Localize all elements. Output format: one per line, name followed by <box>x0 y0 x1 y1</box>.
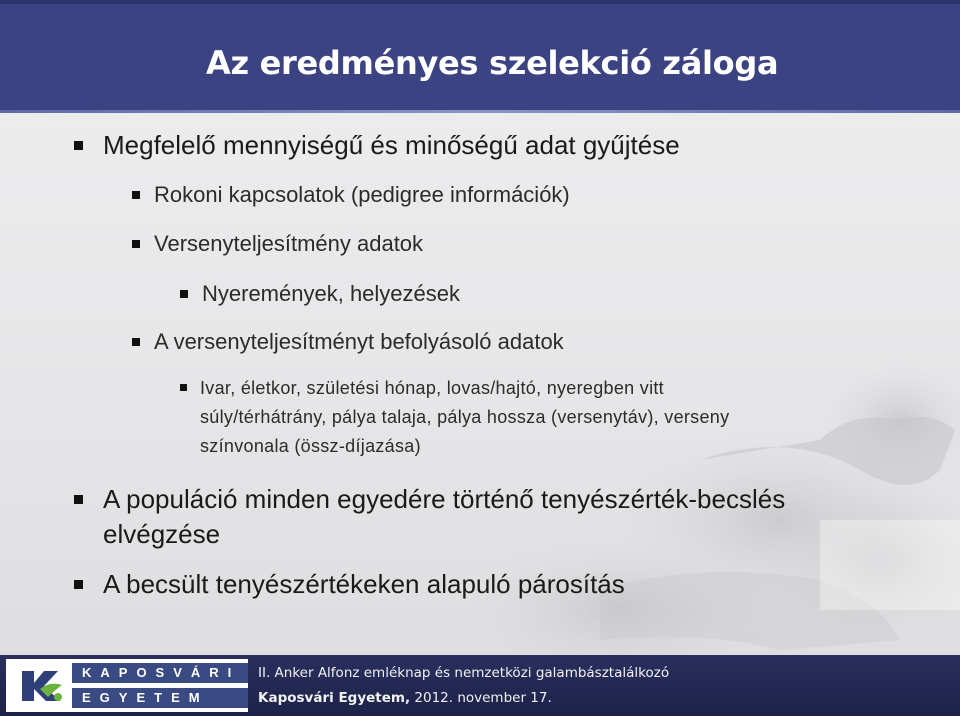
bullet-item <box>74 128 680 163</box>
bullet-text: A versenyteljesítményt befolyásoló adatok <box>154 329 564 354</box>
bullet-text: Versenyteljesítmény adatok <box>154 231 424 256</box>
bullet-item <box>180 374 729 461</box>
bullet-line: színvonala (össz-díjazása) <box>200 436 421 456</box>
bullet-text <box>200 374 729 461</box>
university-logo-mark-icon <box>20 667 64 705</box>
square-bullet-icon <box>132 191 140 199</box>
square-bullet-icon <box>132 338 140 346</box>
bullet-text: Megfelelő mennyiségű és minőségű adat gyűjtése <box>103 130 680 160</box>
logo-text-bottom: EGYETEM <box>72 688 248 708</box>
bullet-text <box>103 482 785 552</box>
footer-venue-date <box>258 690 552 706</box>
logo-text-top: KAPOSVÁRI <box>72 663 248 683</box>
bullet-line: Ivar, életkor, születési hónap, lovas/hajtó, nyeregben vitt <box>200 378 664 398</box>
bullet-text: Nyeremények, helyezések <box>202 281 461 306</box>
bullet-line: A populáció minden egyedére történő tenyészérték-becslés <box>103 484 786 514</box>
square-bullet-icon <box>132 240 140 248</box>
bullet-item <box>180 280 460 308</box>
title-bar <box>0 0 960 113</box>
bullet-item <box>132 181 570 209</box>
footer-venue: Kaposvári Egyetem, <box>258 690 411 706</box>
square-bullet-icon <box>74 580 83 589</box>
bullet-text: A becsült tenyészértékeken alapuló párosítás <box>103 569 625 599</box>
university-logo <box>6 659 248 712</box>
bullet-item <box>74 567 625 602</box>
square-bullet-icon <box>180 384 187 391</box>
bullet-line: elvégzése <box>103 519 221 549</box>
footer-date: 2012. november 17. <box>410 690 552 706</box>
footer-event-name: II. Anker Alfonz emléknap és nemzetközi galambásztalálkozó <box>258 665 670 681</box>
square-bullet-icon <box>180 290 188 298</box>
square-bullet-icon <box>74 141 83 150</box>
footer-bar <box>0 655 960 716</box>
bullet-line: súly/térhátrány, pálya talaja, pálya hossza (versenytáv), verseny <box>200 407 730 427</box>
bullet-text: Rokoni kapcsolatok (pedigree információk) <box>154 182 570 207</box>
square-bullet-icon <box>74 495 83 504</box>
bullet-item <box>74 482 785 552</box>
slide-title: Az eredményes szelekció záloga <box>206 44 779 82</box>
bullet-item <box>132 230 423 258</box>
bullet-item <box>132 328 564 356</box>
